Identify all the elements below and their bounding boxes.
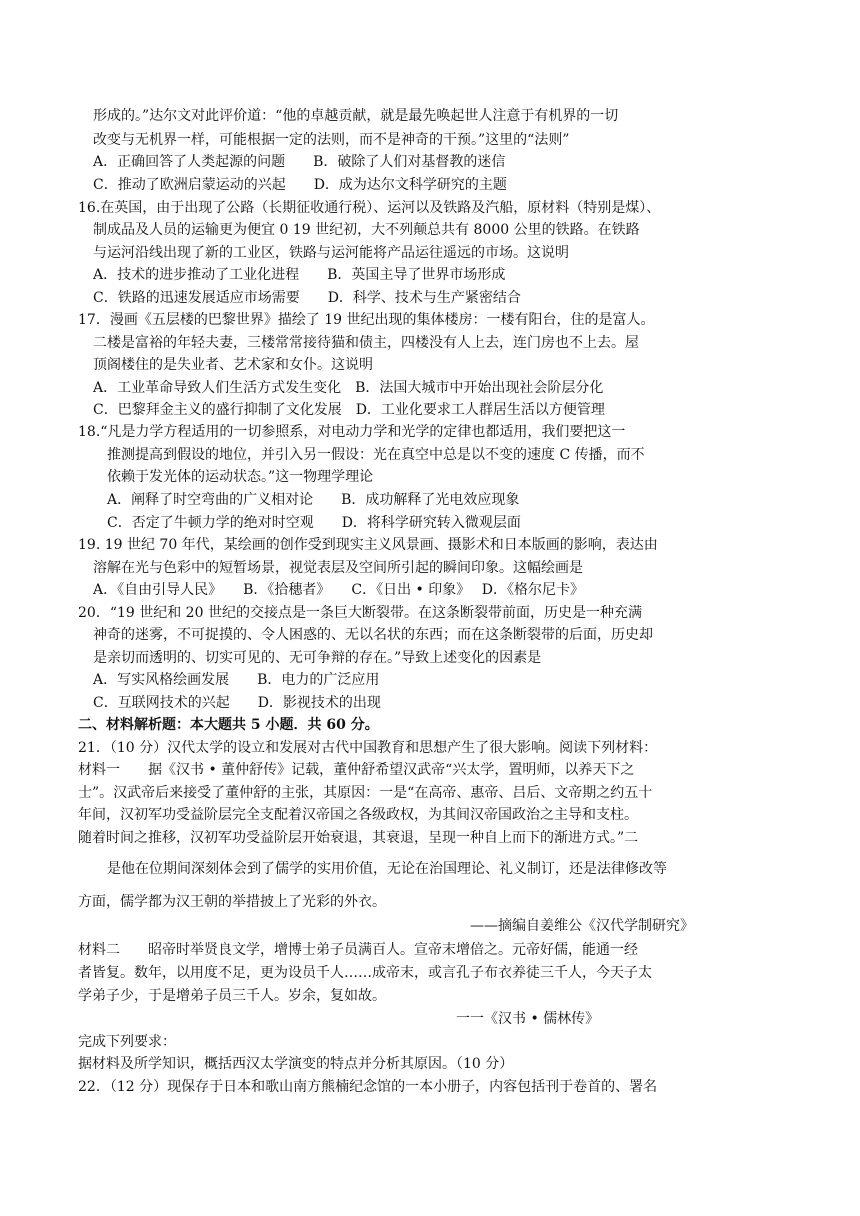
option-line: C．巴黎拜金主义的盛行抑制了文化发展 D．工业化要求工人群居生活以方便管理 <box>93 402 605 418</box>
option-line: A．写实风格绘画发展 B．电力的广泛应用 <box>93 672 380 688</box>
text-line: 者皆复。数年，以用度不足，更为设员千人……成帝末，或言孔子布衣养徒三千人，今天子太 <box>78 965 652 981</box>
citation: 一一《汉书 • 儒林传》 <box>456 1011 600 1027</box>
option-line: A．正确回答了人类起源的问题 B．破除了人们对基督教的迷信 <box>93 154 506 170</box>
option-line: A．阐释了时空弯曲的广义相对论 B．成功解释了光电效应现象 <box>107 492 520 508</box>
text-line: 士”。汉武帝后来接受了董仲舒的主张，其原因：一是“在高帝、惠帝、吕后、文帝期之约五十 <box>78 785 653 801</box>
text-line: 改变与无机界一样，可能根据一定的法则，而不是神奇的干预。”这里的“法则” <box>93 132 570 148</box>
text-line: 推测提高到假设的地位，并引入另一假设：光在真空中总是以不变的速度 C 传播，而不 <box>107 447 645 463</box>
text-line: 溶解在光与色彩中的短暂场景，视觉表层及空间所引起的瞬间印象。这幅绘画是 <box>93 560 583 576</box>
text-line: 神奇的迷雾，不可捉摸的、令人困惑的、无以名状的东西；而在这条断裂带的后面，历史却 <box>93 627 653 643</box>
option-line: C．铁路的迅速发展适应市场需要 D．科学、技术与生产紧密结合 <box>93 290 521 306</box>
question-22: 22．（12 分）现保存于日本和歌山南方熊楠纪念馆的一本小册子，内容包括刊于卷首的、署名 <box>78 1079 658 1095</box>
option-line: A．《自由引导人民》 B．《拾穗者》 C．《日出 • 印象》 D．《格尔尼卡》 <box>93 582 584 598</box>
option-line: A．技术的进步推动了工业化进程 B．英国主导了世界市场形成 <box>93 267 506 283</box>
question-18: 18.“凡是力学方程适用的一切参照系，对电动力学和光学的定律也都适用，我们要把这一 <box>78 424 626 440</box>
question-16: 16.在英国，由于出现了公路（长期征收通行税）、运河以及铁路及汽船，原材料（特别是煤）、 <box>78 200 661 216</box>
question-17: 17．漫画《五层楼的巴黎世界》描绘了 19 世纪出现的集体楼房：一楼有阳台，住的是富人。 <box>78 312 655 328</box>
question-19: 19. 19 世纪 70 年代，某绘画的创作受到现实主义风景画、摄影术和日本版画的影响，表达由 <box>78 537 658 553</box>
text-line: 完成下列要求： <box>78 1034 176 1050</box>
option-line: C．互联网技术的兴起 D．影视技术的出现 <box>93 695 381 711</box>
text-line: 与运河沿线出现了新的工业区，铁路与运河能将产品运往遥远的市场。这说明 <box>93 245 569 261</box>
text-line: 据材料及所学知识，概括西汉太学演变的特点并分析其原因。（10 分） <box>78 1056 514 1072</box>
text-line: 二楼是富裕的年轻夫妻，三楼常常接待猫和债主，四楼没有人上去，连门房也不上去。屋 <box>93 335 639 351</box>
text-line: 学弟子少，于是增弟子员三千人。岁余，复如故。 <box>78 988 386 1004</box>
text-line: 随着时间之推移，汉初军功受益阶层开始衰退，其衰退，呈现一种自上而下的渐进方式。”二 <box>78 830 639 846</box>
text-line: 是亲切而透明的、切实可见的、无可争辩的存在。”导致上述变化的因素是 <box>93 650 542 666</box>
text-line: 依赖于发光体的运动状态。”这一物理学理论 <box>107 469 374 485</box>
text-line: 形成的。”达尔文对此评价道：“他的卓越贡献，就是最先唤起世人注意于有机界的一切 <box>93 108 619 124</box>
option-line: C．推动了欧洲启蒙运动的兴起 D．成为达尔文科学研究的主题 <box>93 177 507 193</box>
citation: ——摘编自姜维公《汉代学制研究》 <box>470 918 694 934</box>
section-heading: 二、材料解析题：本大题共 5 小题．共 60 分。 <box>78 717 379 733</box>
material-two: 材料二 昭帝时举贤良文学，增博士弟子员满百人。宣帝末增倍之。元帝好儒，能通一经 <box>78 942 638 958</box>
text-line: 是他在位期间深刻体会到了儒学的实用价值，无论在治国理论、礼义制订，还是法律修改等 <box>107 861 667 877</box>
material-one: 材料一 据《汉书 • 董仲舒传》记载，董仲舒希望汉武帝“兴太学，置明师，以养天下之 <box>78 762 635 778</box>
text-line: 顶阁楼住的是失业者、艺术家和女仆。这说明 <box>93 357 373 373</box>
question-20: 20．“19 世纪和 20 世纪的交接点是一条巨大断裂带。在这条断裂带前面，历史是一种充满 <box>78 605 642 621</box>
text-line: 方面，儒学都为汉王朝的举措披上了光彩的外衣。 <box>78 894 386 910</box>
option-line: A．工业革命导致人们生活方式发生变化 B．法国大城市中开始出现社会阶层分化 <box>93 380 604 396</box>
text-line: 年间，汉初军功受益阶层完全支配着汉帝国之各级政权，为其间汉帝国政治之主导和支柱。 <box>78 807 638 823</box>
option-line: C．否定了牛顿力学的绝对时空观 D．将科学研究转入微观层面 <box>107 515 521 531</box>
text-line: 制成品及人员的运输更为便宜 0 19 世纪初，大不列颠总共有 8000 公里的铁路。在铁路 <box>93 222 640 238</box>
question-21: 21．（10 分）汉代太学的设立和发展对古代中国教育和思想产生了很大影响。阅读下列材料： <box>78 740 658 756</box>
